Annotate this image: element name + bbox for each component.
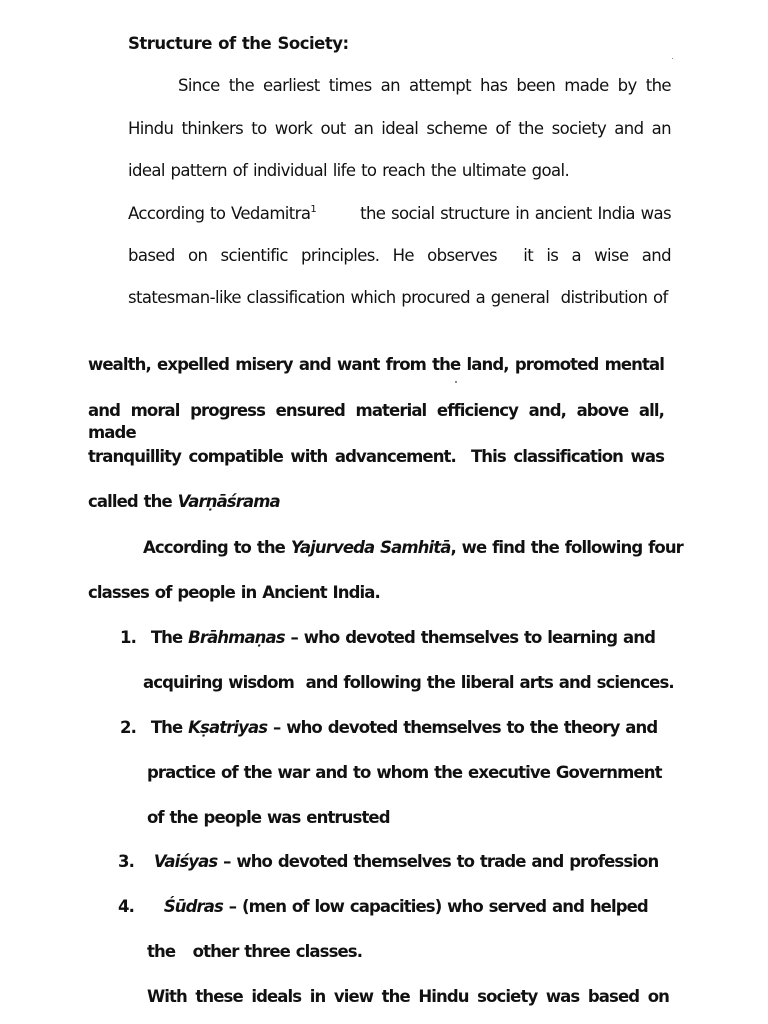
vedamitra-lead: According to Vedamitra$^1$ [128,204,317,223]
vedamitra-rest: the social structure in ancient India was [354,204,671,223]
list-number: 4. [118,897,134,916]
section-heading: Structure of the Society: [128,34,349,53]
list-item-continuation: practice of the war and to whom the executive Government [147,763,662,782]
term-brahmanas: Brāhmaṇas [188,628,285,647]
footnote-marker: 1 [310,204,317,215]
paragraph-line: classes of people in Ancient India. [88,583,380,602]
term-vaisyas: Vaiśyas [153,852,218,871]
paragraph-line: Since the earliest times an attempt has been made by the [178,76,671,95]
term-varnasrama: Varṇāśrama [177,492,280,511]
term-yajurveda: Yajurveda Samhitā [290,538,451,557]
paragraph-line: and moral progress ensured material efficiency and, above all, made [88,401,664,442]
paragraph-line-varnasrama: called the Varṇāśrama [88,492,280,511]
list-number: 1. [120,628,136,647]
term-sudras: Śūdras [163,897,223,916]
term-ksatriyas: Kṣatriyas [188,718,268,737]
list-item: 3. Vaiśyas – who devoted themselves to trade and profession [118,852,659,871]
list-item: 1. The Brāhmaṇas – who devoted themselves to learning and [120,628,656,647]
paragraph-line: statesman-like classification which procured a general distribution of [128,288,668,307]
paragraph-line: With these ideals in view the Hindu society was based on [147,987,669,1006]
list-number: 2. [120,718,136,737]
paragraph-line-yajurveda: According to the Yajurveda Samhitā , we find the following four [143,538,683,557]
paragraph-line: tranquillity compatible with advancement. This classification was [88,447,664,466]
paragraph-line: Hindu thinkers to work out an ideal scheme of the society and an [128,119,671,138]
list-item: 4. Śūdras – (men of low capacities) who served and helped [118,897,648,916]
scan-speck [672,58,673,59]
list-number: 3. [118,852,134,871]
list-item-continuation: of the people was entrusted [147,808,390,827]
paragraph-line: based on scientific principles. He observes it is a wise and [128,246,671,265]
paragraph-line: ideal pattern of individual life to reach the ultimate goal. [128,161,570,180]
paragraph-line-vedamitra [128,203,671,225]
list-item-continuation: acquiring wisdom and following the liberal arts and sciences. [143,673,674,692]
list-item: 2. The Kṣatriyas – who devoted themselves to the theory and [120,718,658,737]
list-item-continuation: the other three classes. [147,942,363,961]
scan-speck [455,381,457,383]
paragraph-line: wealth, expelled misery and want from the land, promoted mental [88,355,664,374]
